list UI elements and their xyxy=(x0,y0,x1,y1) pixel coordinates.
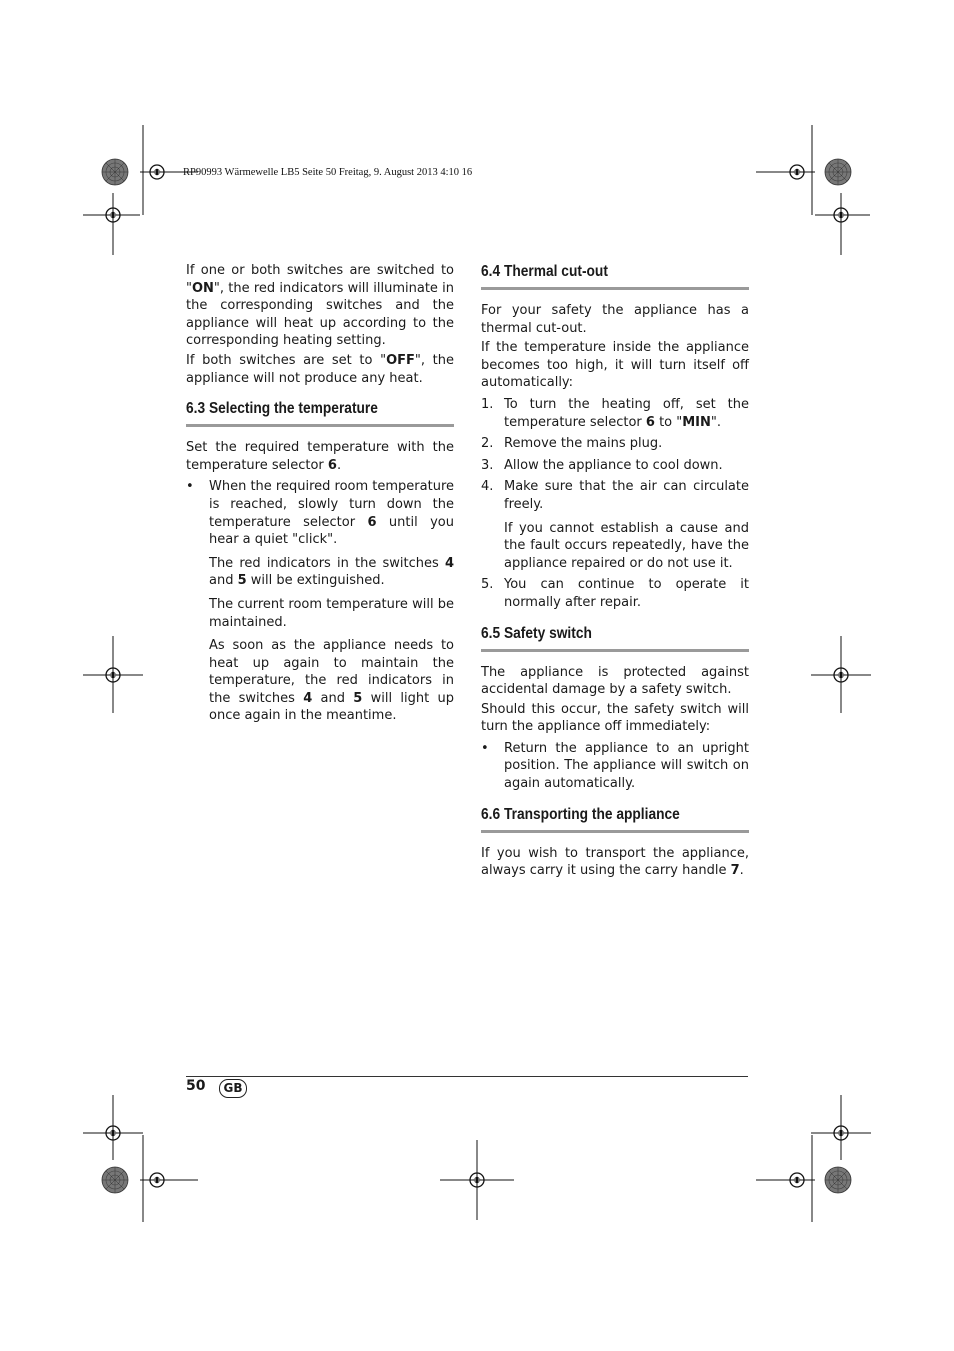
list-item: • Return the appliance to an upright position. The appliance will switch on again automatically. xyxy=(481,740,749,792)
registration-sunburst-icon xyxy=(825,159,851,185)
print-slug-line: RP90993 Wärmewelle LB5 Seite 50 Freitag, 9. August 2013 4:10 16 xyxy=(183,167,473,178)
numbered-list xyxy=(481,396,749,612)
language-badge: GB xyxy=(219,1079,247,1098)
heading-transporting-appliance: 6.6 Transporting the appliance xyxy=(481,805,680,823)
registration-sunburst-icon xyxy=(102,159,128,185)
left-column xyxy=(186,262,454,729)
registration-crosshair-icon xyxy=(83,636,143,713)
paragraph: If the temperature inside the appliance becomes too high, it will turn itself off automatically: xyxy=(481,340,749,391)
section-heading xyxy=(186,399,454,427)
bullet-marker: • xyxy=(186,479,194,495)
registration-crosshair-icon xyxy=(811,636,871,713)
section-heading xyxy=(481,805,749,833)
paragraph: If you wish to transport the appliance, always carry it using the carry handle 7. xyxy=(481,845,749,879)
bullet-list xyxy=(481,740,749,793)
paragraph: If both switches are set to "OFF", the appliance will not produce any heat. xyxy=(186,352,454,386)
right-column xyxy=(481,262,749,882)
list-item: 1. To turn the heating off, set the temperature selector 6 to "MIN". xyxy=(481,396,749,430)
registration-sunburst-icon xyxy=(825,1167,851,1193)
bullet-list xyxy=(186,478,454,725)
page-number: 50 xyxy=(186,1078,206,1094)
registration-crosshair-icon xyxy=(756,1095,871,1222)
list-item: • When the required room temperature is reached, slowly turn down the temperature selector 6 until you hear a quiet "click". The red indicators in the switches 4 and 5 will be extinguished. The current room temperature will be maintained. As soon as the appliance needs to heat up again to maintain the temperature, the red indicators in the switches 4 and 5 will light up once again in the meantime. xyxy=(186,479,455,724)
list-item: 5. You can continue to operate it normally after repair. xyxy=(481,577,749,610)
paragraph: The appliance is protected against accidental damage by a safety switch. xyxy=(481,664,749,698)
paragraph: If one or both switches are switched to "ON", the red indicators will illuminate in the corresponding switches and the appliance will heat up according to the corresponding heating setting. xyxy=(186,263,454,349)
list-item: 2. Remove the mains plug. xyxy=(481,436,663,452)
registration-crosshair-icon xyxy=(83,1095,198,1222)
registration-crosshair-icon xyxy=(756,125,870,255)
paragraph: Should this occur, the safety switch will turn the appliance off immediately: xyxy=(481,701,749,735)
paragraph: Set the required temperature with the temperature selector 6. xyxy=(186,440,454,473)
section-heading xyxy=(481,624,749,652)
paragraph: For your safety the appliance has a thermal cut-out. xyxy=(481,303,749,336)
registration-sunburst-icon xyxy=(102,1167,128,1193)
list-item: 4. Make sure that the air can circulate freely. If you cannot establish a cause and the fault occurs repeatedly, have the appliance repaired or do not use it. xyxy=(481,479,749,571)
registration-crosshair-icon xyxy=(440,1140,514,1220)
list-item: 3. Allow the appliance to cool down. xyxy=(481,457,723,473)
heading-thermal-cut-out: 6.4 Thermal cut-out xyxy=(481,263,608,280)
heading-safety-switch: 6.5 Safety switch xyxy=(481,624,592,642)
section-heading xyxy=(481,262,749,290)
bullet-marker: • xyxy=(481,740,489,756)
registration-crosshair-icon xyxy=(83,125,198,255)
heading-selecting-temperature: 6.3 Selecting the temperature xyxy=(186,400,378,418)
footer-rule xyxy=(186,1076,748,1077)
